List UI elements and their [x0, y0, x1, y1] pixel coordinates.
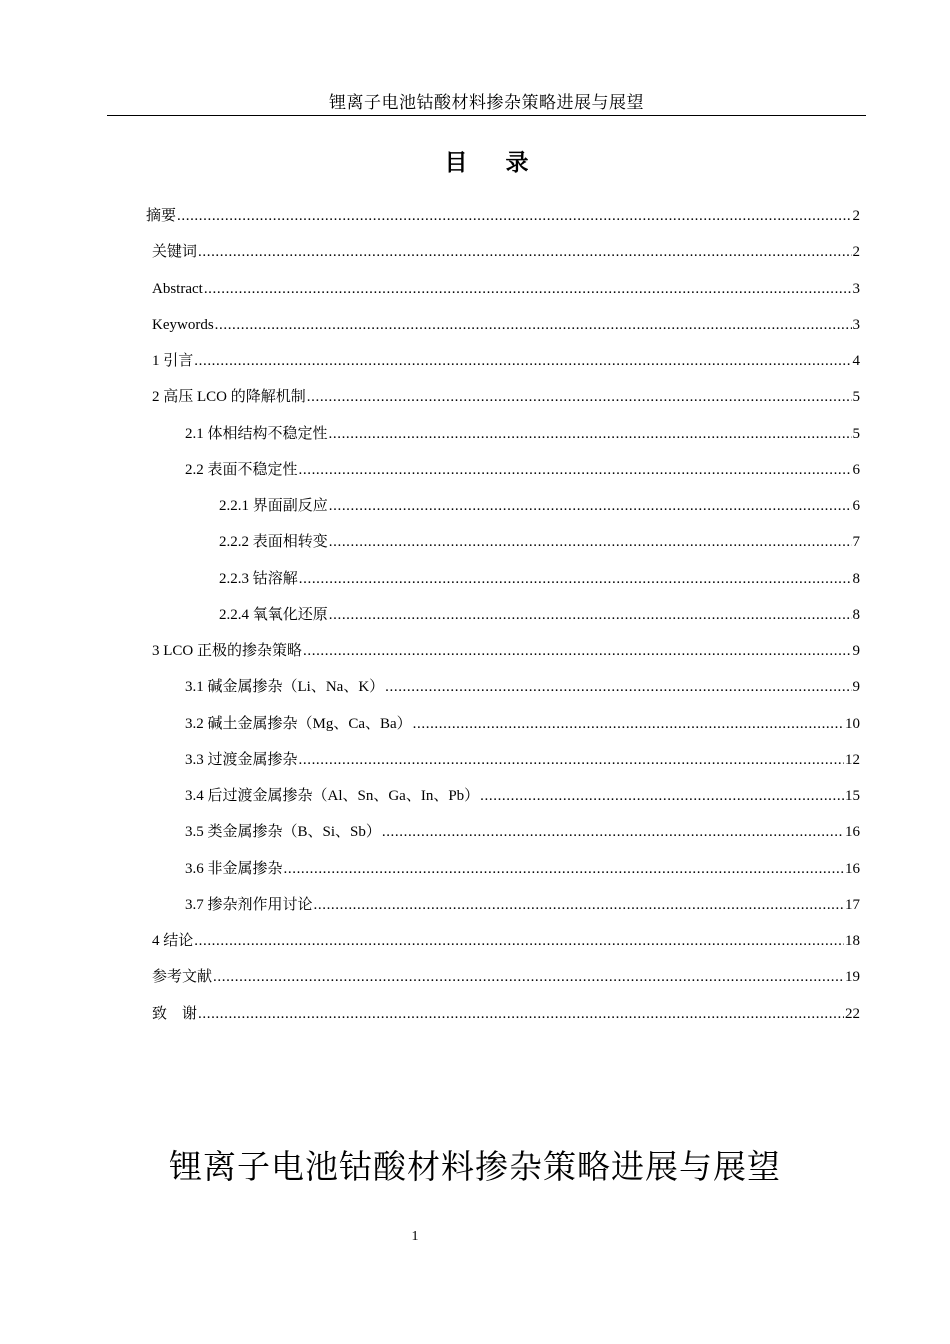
- page-number: 1: [411, 1229, 419, 1244]
- toc-entry[interactable]: [185, 894, 860, 916]
- toc-entry-page: 10: [845, 716, 860, 732]
- toc-entry-page: 3: [852, 317, 860, 333]
- toc-entry-label: Abstract: [152, 281, 203, 297]
- toc-dot-leader: [314, 894, 844, 916]
- toc-entry-label: 2.2.2 表面相转变: [219, 534, 328, 550]
- toc-entry[interactable]: [219, 531, 860, 553]
- toc-entry-page: 19: [845, 969, 860, 985]
- toc-entry-label: 3.2 碱土金属掺杂（Mg、Ca、Ba）: [185, 716, 412, 732]
- toc-entry-page: 5: [852, 389, 860, 405]
- toc-entry[interactable]: [185, 713, 860, 735]
- header-rule: [107, 115, 866, 116]
- toc-entry-page: 18: [845, 933, 860, 949]
- toc-entry-page: 4: [852, 353, 860, 369]
- toc-entry[interactable]: [185, 858, 860, 880]
- toc-entry[interactable]: [219, 604, 860, 626]
- toc-entry-label: 3.6 非金属掺杂: [185, 861, 283, 877]
- toc-entry[interactable]: [152, 1003, 860, 1025]
- toc-entry[interactable]: [152, 350, 860, 372]
- toc-entry[interactable]: [152, 314, 860, 336]
- toc-entry-page: 6: [852, 462, 860, 478]
- toc-dot-leader: [303, 640, 851, 662]
- toc-entry-page: 9: [852, 643, 860, 659]
- toc-dot-leader: [385, 676, 851, 698]
- toc-entry-label: 3.1 碱金属掺杂（Li、Na、K）: [185, 679, 385, 695]
- toc-entry-page: 22: [845, 1006, 860, 1022]
- toc-dot-leader: [177, 205, 851, 227]
- toc-entry-label: 4 结论: [152, 933, 194, 949]
- toc-entry-label: 3 LCO 正极的掺杂策略: [152, 643, 303, 659]
- toc-dot-leader: [329, 423, 852, 445]
- toc-entry-label: 2.2.4 氧氧化还原: [219, 607, 328, 623]
- toc-dot-leader: [194, 350, 851, 372]
- toc-dot-leader: [480, 785, 844, 807]
- toc-entry-label: 2.2.1 界面副反应: [219, 498, 328, 514]
- toc-dot-leader: [413, 713, 844, 735]
- toc-dot-leader: [299, 459, 852, 481]
- toc-title-part-2: 录: [505, 150, 529, 176]
- toc-entry[interactable]: [219, 495, 860, 517]
- toc-title: [107, 148, 866, 178]
- toc-entry-page: 16: [845, 824, 860, 840]
- toc-entry-label: 2.2.3 钴溶解: [219, 571, 298, 587]
- toc-entry-page: 15: [845, 788, 860, 804]
- toc-entry-label: 2.1 体相结构不稳定性: [185, 426, 328, 442]
- toc-entry[interactable]: [219, 568, 860, 590]
- toc-dot-leader: [194, 930, 844, 952]
- toc-entry[interactable]: [185, 459, 860, 481]
- toc-entry[interactable]: [152, 386, 860, 408]
- toc-entry-page: 5: [852, 426, 860, 442]
- toc-entry[interactable]: [185, 821, 860, 843]
- toc-entry-page: 16: [845, 861, 860, 877]
- toc-entry-label: 3.5 类金属掺杂（B、Si、Sb）: [185, 824, 381, 840]
- toc-entry[interactable]: [152, 278, 860, 300]
- toc-entry[interactable]: [185, 785, 860, 807]
- document-title: 锂离子电池钴酸材料掺杂策略进展与展望: [169, 1147, 781, 1186]
- toc-entry-page: 8: [852, 607, 860, 623]
- toc-dot-leader: [204, 278, 852, 300]
- toc-entry[interactable]: [185, 749, 860, 771]
- toc-title-part-1: 目: [444, 150, 468, 176]
- toc-dot-leader: [198, 1003, 844, 1025]
- toc-entry[interactable]: [146, 205, 860, 227]
- toc-entry-page: 2: [852, 244, 860, 260]
- toc-entry-page: 17: [845, 897, 860, 913]
- toc-entry[interactable]: [185, 423, 860, 445]
- toc-dot-leader: [198, 241, 851, 263]
- toc-dot-leader: [307, 386, 852, 408]
- toc-entry[interactable]: [152, 640, 860, 662]
- toc-entry-label: Keywords: [152, 317, 214, 333]
- toc-dot-leader: [215, 314, 852, 336]
- toc-entry-page: 12: [845, 752, 860, 768]
- toc-entry-page: 3: [852, 281, 860, 297]
- toc-dot-leader: [329, 531, 852, 553]
- toc-entry[interactable]: [152, 966, 860, 988]
- toc-dot-leader: [213, 966, 844, 988]
- toc-entry-page: 6: [852, 498, 860, 514]
- running-header: 锂离子电池钴酸材料掺杂策略进展与展望: [329, 93, 644, 112]
- toc-entry-page: 9: [852, 679, 860, 695]
- toc-entry-label: 3.7 掺杂剂作用讨论: [185, 897, 313, 913]
- toc-entry-label: 摘要: [146, 208, 177, 224]
- toc-entry-label: 2 高压 LCO 的降解机制: [152, 389, 306, 405]
- toc-entry-page: 8: [852, 571, 860, 587]
- toc-entry-label: 3.3 过渡金属掺杂: [185, 752, 298, 768]
- toc-dot-leader: [284, 858, 844, 880]
- toc-entry-page: 7: [852, 534, 860, 550]
- toc-entry-label: 2.2 表面不稳定性: [185, 462, 298, 478]
- toc-dot-leader: [299, 749, 844, 771]
- toc-dot-leader: [329, 604, 852, 626]
- toc-entry-label: 1 引言: [152, 353, 194, 369]
- toc-entry-label: 致 谢: [152, 1006, 198, 1022]
- toc-entry-label: 参考文献: [152, 969, 213, 985]
- toc-entry-label: 3.4 后过渡金属掺杂（Al、Sn、Ga、In、Pb）: [185, 788, 480, 804]
- toc-entry[interactable]: [185, 676, 860, 698]
- toc-entry[interactable]: [152, 930, 860, 952]
- toc-entry-label: 关键词: [152, 244, 198, 260]
- toc-entry[interactable]: [152, 241, 860, 263]
- toc-dot-leader: [329, 495, 852, 517]
- toc-dot-leader: [299, 568, 852, 590]
- toc-dot-leader: [382, 821, 844, 843]
- toc-entry-page: 2: [852, 208, 860, 224]
